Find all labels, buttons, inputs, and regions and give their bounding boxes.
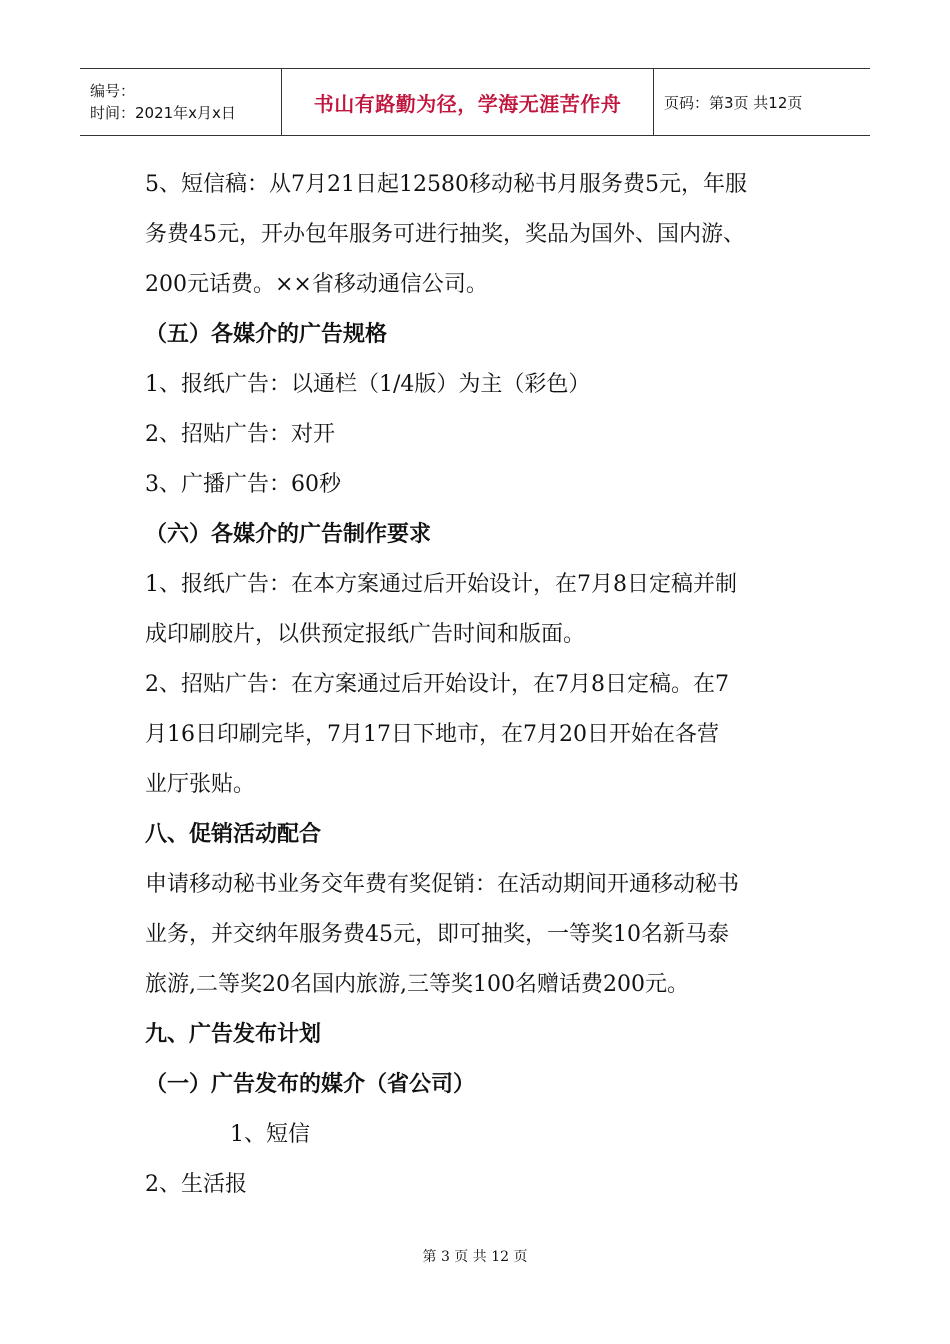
paragraph-line: 2、招贴广告：对开 [145, 422, 335, 447]
paragraph-line: 业务，并交纳年服务费45元，即可抽奖，一等奖10名新马泰 [145, 922, 729, 947]
doc-number-label: 编号： [90, 82, 136, 100]
paragraph-line: 业厅张贴。 [145, 772, 256, 797]
header-page-info: 页码：第3页 共12页 [664, 93, 803, 112]
list-item: 1、短信 [230, 1122, 310, 1147]
section-heading: 九、广告发布计划 [145, 1022, 322, 1047]
page-header [80, 68, 870, 136]
paragraph-line: 5、短信稿：从7月21日起12580移动秘书月服务费5元，年服 [145, 172, 747, 197]
paragraph-line: 成印刷胶片，以供预定报纸广告时间和版面。 [145, 622, 586, 647]
paragraph-line: 月16日印刷完毕，7月17日下地市，在7月20日开始在各营 [145, 722, 719, 747]
paragraph-line: 2、招贴广告：在方案通过后开始设计，在7月8日定稿。在7 [145, 672, 729, 697]
section-heading: （六）各媒介的广告制作要求 [145, 522, 432, 547]
document-body [145, 160, 825, 1210]
section-heading: （五）各媒介的广告规格 [145, 322, 388, 347]
header-meta [80, 69, 282, 135]
paragraph-line: 1、报纸广告：在本方案通过后开始设计，在7月8日定稿并制 [145, 572, 737, 597]
paragraph-line: 1、报纸广告：以通栏（1/4版）为主（彩色） [145, 372, 591, 397]
paragraph-line: 3、广播广告：60秒 [145, 472, 341, 497]
paragraph-line: 申请移动秘书业务交年费有奖促销：在活动期间开通移动秘书 [145, 872, 740, 897]
list-item: 2、生活报 [145, 1172, 247, 1197]
section-heading: （一）广告发布的媒介（省公司） [145, 1072, 476, 1097]
page-footer: 第 3 页 共 12 页 [422, 1249, 528, 1265]
paragraph-line: 200元话费。××省移动通信公司。 [145, 272, 488, 297]
paragraph-line: 旅游,二等奖20名国内旅游,三等奖100名赠话费200元。 [145, 972, 689, 997]
section-heading: 八、促销活动配合 [145, 822, 322, 847]
header-motto: 书山有路勤为径，学海无涯苦作舟 [282, 69, 654, 135]
doc-date-label: 时间：2021年x月x日 [90, 104, 236, 122]
paragraph-line: 务费45元，开办包年服务可进行抽奖，奖品为国外、国内游、 [145, 222, 745, 247]
